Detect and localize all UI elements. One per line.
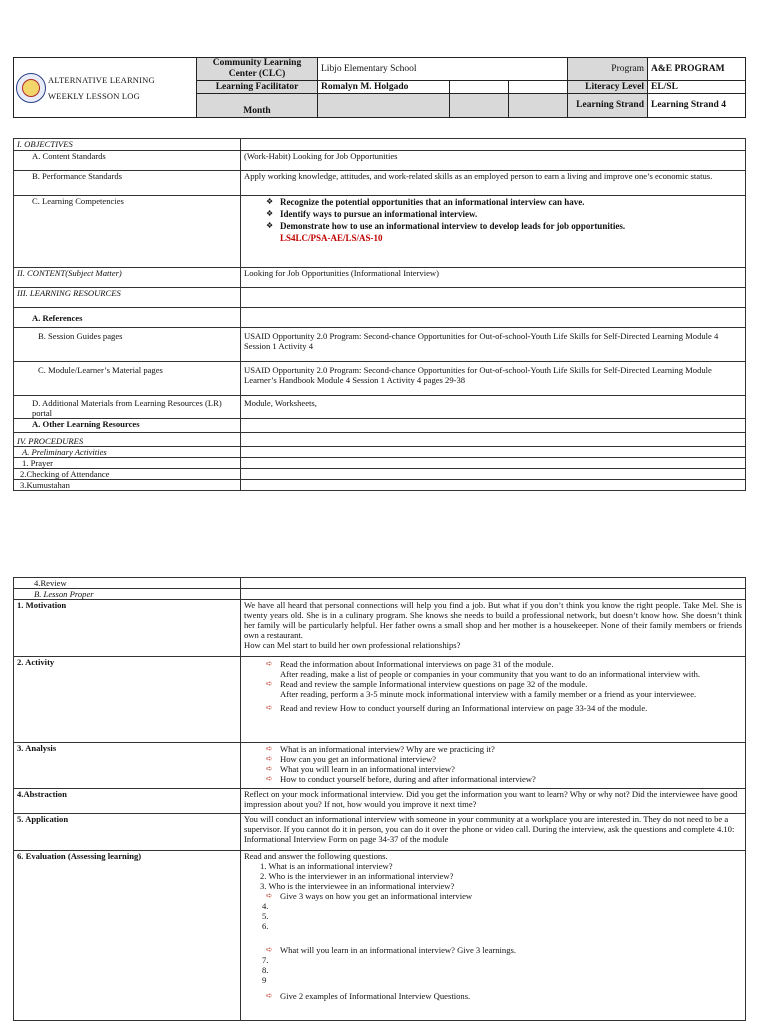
activity-item: ➪ Read and review the sample Informational interview questions on page 32 of the module. After reading, perform a 3-5 minute mock informational interview with a family member or a friend as your interviewee.: [266, 679, 697, 699]
activity-label: 2. Activity: [14, 657, 241, 743]
analysis-item: ➪ How can you get an informational interview?: [266, 754, 437, 764]
month-label: Month: [197, 94, 318, 118]
attendance-label: 2.Checking of Attendance: [14, 469, 241, 480]
resources-label: III. LEARNING RESOURCES: [14, 288, 241, 308]
procedures-label: IV. PROCEDURES: [14, 433, 241, 447]
content-standards-label: A. Content Standards: [14, 151, 241, 171]
review-empty: [241, 578, 746, 589]
deped-seal-icon: [16, 73, 46, 103]
arrow-bullet-icon: ➪: [266, 744, 273, 753]
arrow-bullet-icon: ➪: [266, 659, 273, 668]
abstraction-text: Reflect on your mock informational interview. Did you get the information you want to learn? Why or why not? Did the interviewee have good impression about you? If not, how would you improve it next time?: [241, 789, 746, 814]
answer-number: 8.: [262, 965, 269, 975]
competency-code: LS4LC/PSA-AE/LS/AS-10: [280, 233, 383, 243]
analysis-item: ➪ What is an informational interview? Why are we practicing it?: [266, 744, 495, 754]
preliminary-label: A. Preliminary Activities: [14, 447, 241, 458]
analysis-label: 3. Analysis: [14, 743, 241, 789]
logo-cell: [14, 58, 197, 118]
lesson-proper-label: B. Lesson Proper: [14, 589, 241, 600]
motivation-cell: [241, 600, 746, 657]
arrow-bullet-icon: ➪: [266, 764, 273, 773]
competencies-label: C. Learning Competencies: [14, 196, 241, 268]
answer-number: 6.: [262, 921, 269, 931]
performance-label: B. Performance Standards: [14, 171, 241, 196]
program-label: Program: [568, 58, 648, 81]
evaluation-question: 3. Who is the interviewee in an informational interview?: [260, 881, 455, 891]
additional-value: Module, Worksheets,: [241, 396, 746, 419]
competencies-cell: [241, 196, 746, 268]
procedures-empty: [241, 433, 746, 447]
objectives-heading: I. OBJECTIVES: [14, 139, 241, 151]
activity-item: ➪ Read the information about Informational interviews on page 31 of the module. After reading, make a list of people or companies in your community that you want to do an informational interview with.: [266, 659, 701, 679]
references-label: A. References: [14, 308, 241, 328]
application-text: You will conduct an informational interview with someone in your community at a workplace you are interested in. They do not need to be a supervisor. If you cannot do it in person, you can do it over the phone or video call. During the interview, ask the questions and complete 4.10: Informational Interview Form on page 34-37 of the module: [241, 814, 746, 851]
clc-label: Community Learning Center (CLC): [197, 58, 318, 81]
blank-cell-3: [450, 94, 509, 118]
preliminary-empty: [241, 447, 746, 458]
application-label: 5. Application: [14, 814, 241, 851]
arrow-bullet-icon: ➪: [266, 703, 273, 712]
arrow-bullet-icon: ➪: [266, 754, 273, 763]
competency-item: ❖ Demonstrate how to use an informational interview to develop leads for job opportunities.: [280, 220, 742, 232]
program-value: A&E PROGRAM: [648, 58, 746, 81]
objectives-table: [13, 138, 746, 491]
arrow-bullet-icon: ➪: [266, 679, 273, 688]
blank-cell-4: [509, 94, 568, 118]
facilitator-label: Learning Facilitator: [197, 81, 318, 94]
references-empty: [241, 308, 746, 328]
clc-value: Libjo Elementary School: [318, 58, 568, 81]
logo-line2: WEEKLY LESSON LOG: [48, 90, 140, 101]
additional-label: D. Additional Materials from Learning Resources (LR) portal: [14, 396, 241, 419]
evaluation-label: 6. Evaluation (Assessing learning): [14, 851, 241, 1021]
strand-label: Learning Strand: [568, 94, 648, 118]
competency-item: ❖ Identify ways to pursue an informational interview.: [280, 208, 742, 220]
answer-number: 4.: [262, 901, 269, 911]
abstraction-label: 4.Abstraction: [14, 789, 241, 814]
answer-number: 7.: [262, 955, 269, 965]
resources-empty: [241, 288, 746, 308]
content-value: Looking for Job Opportunities (Informational Interview): [241, 268, 746, 288]
prayer-empty: [241, 458, 746, 469]
competency-item: ❖ Recognize the potential opportunities that an informational interview can have.: [280, 196, 742, 208]
evaluation-intro: Read and answer the following questions.: [244, 851, 388, 861]
evaluation-ways: ➪ Give 3 ways on how you get an informational interview: [266, 891, 473, 901]
motivation-label: 1. Motivation: [14, 600, 241, 657]
arrow-bullet-icon: ➪: [266, 774, 273, 783]
arrow-bullet-icon: ➪: [266, 991, 273, 1000]
analysis-item: ➪ How to conduct yourself before, during and after informational interview?: [266, 774, 536, 784]
kumustahan-label: 3.Kumustahan: [14, 480, 241, 491]
motivation-question: How can Mel start to build her own professional relationships?: [244, 640, 461, 650]
facilitator-value: Romalyn M. Holgado: [318, 81, 450, 94]
module-label: C. Module/Learner’s Material pages: [14, 362, 241, 396]
content-label: II. CONTENT(Subject Matter): [14, 268, 241, 288]
evaluation-learnings: ➪ What will you learn in an informational interview? Give 3 learnings.: [266, 945, 517, 955]
arrow-bullet-icon: ➪: [266, 891, 273, 900]
strand-value: Learning Strand 4: [648, 94, 746, 118]
objectives-empty: [241, 139, 746, 151]
evaluation-examples: ➪ Give 2 examples of Informational Interview Questions.: [266, 991, 471, 1001]
answer-number: 9: [262, 975, 267, 985]
evaluation-question: 1. What is an informational interview?: [260, 861, 393, 871]
procedures-table: [13, 577, 746, 1021]
session-value: USAID Opportunity 2.0 Program: Second-chance Opportunities for Out-of-school-Youth Life Skills for Self-Directed Learning Module 4 Session 1 Activity 4: [241, 328, 746, 362]
motivation-text: We have all heard that personal connections will help you find a job. But what if you don’t think you know the right people. Take Mel. She is twenty years old. She is in a culinary program. She knows she needs to build a professional network, but doesn’t know how. She doesn’t think her family will be particularly helpful. Her father owns a small shop and her mother is a housekeeper. None of their family members or friends own a restaurant.: [244, 600, 742, 640]
analysis-cell: [241, 743, 746, 789]
header-table: [13, 57, 746, 118]
session-label: B. Session Guides pages: [14, 328, 241, 362]
kumustahan-empty: [241, 480, 746, 491]
activity-cell: [241, 657, 746, 743]
blank-cell-1: [450, 81, 509, 94]
content-standards-value: (Work-Habit) Looking for Job Opportunities: [241, 151, 746, 171]
blank-cell-2: [509, 81, 568, 94]
other-empty: [241, 419, 746, 433]
module-value: USAID Opportunity 2.0 Program: Second-chance Opportunities for Out-of-school-Youth Life Skills for Self-Directed Learning Module Learner’s Handbook Module 4 Session 1 Activity 4 pages 29-38: [241, 362, 746, 396]
logo-line1: ALTERNATIVE LEARNING: [48, 74, 155, 85]
literacy-value: EL/SL: [648, 81, 746, 94]
prayer-label: 1. Prayer: [14, 458, 241, 469]
review-label: 4.Review: [14, 578, 241, 589]
answer-number: 5.: [262, 911, 269, 921]
month-value: [318, 94, 450, 118]
arrow-bullet-icon: ➪: [266, 945, 273, 954]
lesson-proper-empty: [241, 589, 746, 600]
activity-item: ➪ Read and review How to conduct yourself during an Informational interview on page 33-34 of the module.: [266, 703, 648, 713]
performance-value: Apply working knowledge, attitudes, and work-related skills as an employed person to earn a living and improve one’s economic status.: [241, 171, 746, 196]
evaluation-cell: [241, 851, 746, 1021]
attendance-empty: [241, 469, 746, 480]
analysis-item: ➪ What you will learn in an informational interview?: [266, 764, 455, 774]
other-label: A. Other Learning Resources: [14, 419, 241, 433]
literacy-label: Literacy Level: [568, 81, 648, 94]
evaluation-question: 2. Who is the interviewer in an informational interview?: [260, 871, 454, 881]
